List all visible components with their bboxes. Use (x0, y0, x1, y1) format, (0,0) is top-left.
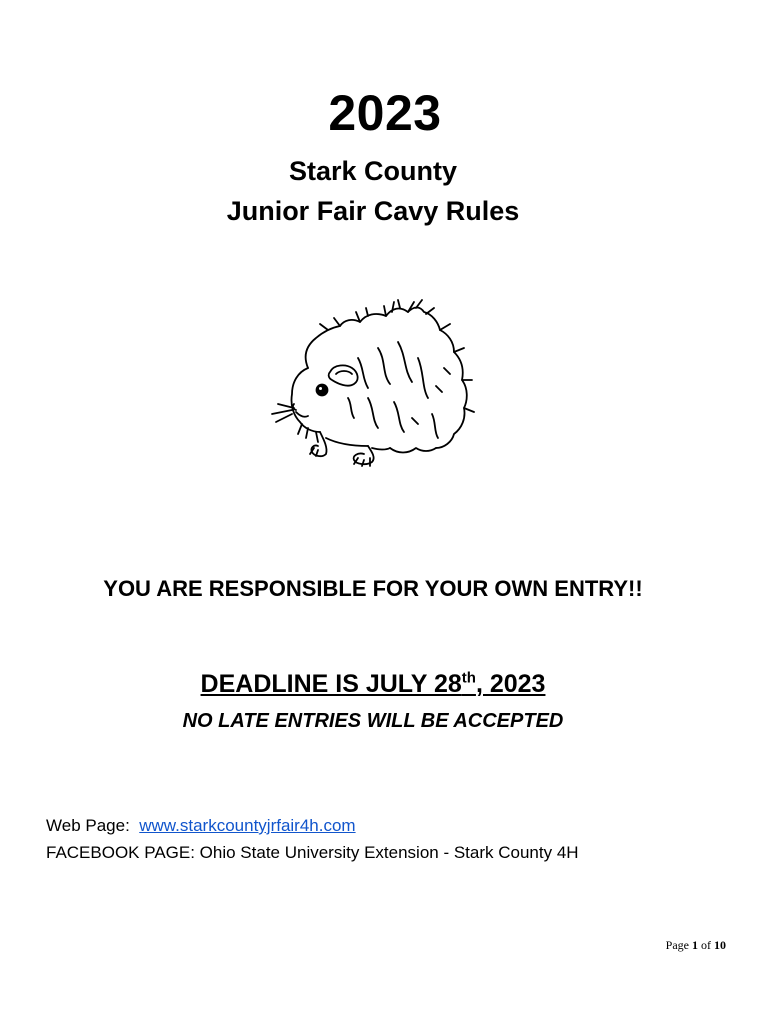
late-entries-notice: NO LATE ENTRIES WILL BE ACCEPTED (182, 710, 564, 732)
deadline-ordinal-suffix: th (461, 669, 476, 687)
web-page-line (46, 816, 356, 836)
total-page-count: 10 (714, 938, 726, 952)
deadline-year: , 2023 (475, 670, 546, 698)
responsibility-notice: YOU ARE RESPONSIBLE FOR YOUR OWN ENTRY!! (103, 576, 643, 601)
web-page-link[interactable]: www.starkcountyjrfair4h.com (139, 816, 356, 835)
document-year: 2023 (328, 85, 442, 141)
of-word: of (701, 938, 711, 952)
rules-title: Junior Fair Cavy Rules (226, 196, 520, 226)
facebook-page-line: FACEBOOK PAGE: Ohio State University Extension - Stark County 4H (46, 843, 579, 862)
page-word: Page (665, 938, 689, 952)
web-page-label: Web Page: (46, 816, 130, 835)
page-number-footer (666, 938, 726, 953)
county-title: Stark County (288, 156, 458, 186)
current-page-number: 1 (692, 938, 698, 952)
deadline-notice (0, 670, 758, 699)
deadline-text: DEADLINE IS JULY 28 (200, 670, 462, 698)
guinea-pig-illustration (268, 298, 478, 473)
